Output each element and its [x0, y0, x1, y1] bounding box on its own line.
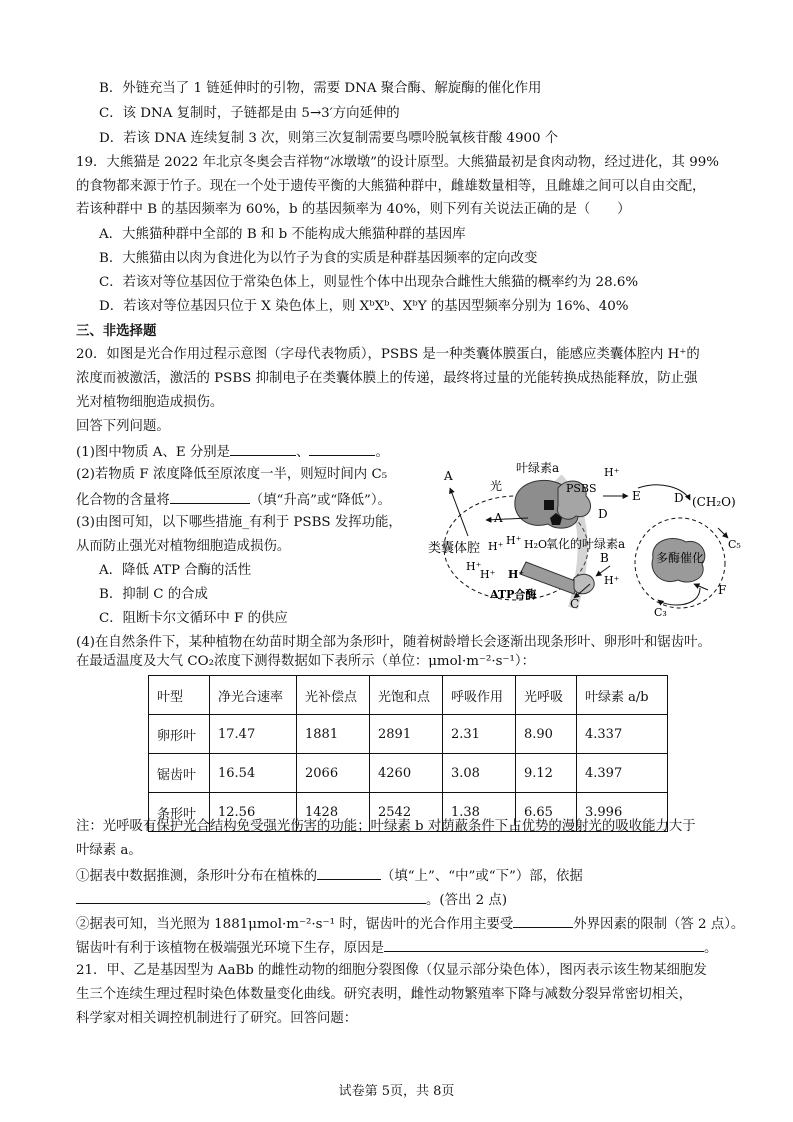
table-cell: 2.31: [443, 715, 516, 754]
q19-stem-1: 19．大熊猫是 2022 年北京冬奥会吉祥物“冰墩墩”的设计原型。大熊猫最初是食肉动物，经过进化，其 99%: [76, 155, 719, 170]
q18-option-d: D．若该 DNA 连续复制 3 次，则第三次复制需要鸟嘌呤脱氧核苷酸 4900 个: [99, 131, 559, 146]
q18-option-b: B．外链充当了 1 链延伸时的引物，需要 DNA 聚合酶、解旋酶的催化作用: [99, 81, 542, 96]
label-hplus-2: H⁺: [506, 534, 522, 547]
q20-part4-line1: (4)在自然条件下，某种植物在幼苗时期全部为条形叶，随着树龄增长会逐渐出现条形叶、卵形叶和锯齿叶。: [76, 635, 711, 650]
table-cell: 9.12: [516, 754, 577, 793]
q20-part1: [76, 441, 389, 463]
q20-part2-line2: [76, 489, 391, 511]
q19-option-b: B．大熊猫由以肉为食进化为以竹子为食的实质是种群基因频率的定向改变: [99, 251, 538, 266]
table-cell: 6.65: [516, 793, 577, 832]
q20-sub2-line1: [76, 913, 744, 935]
table-cell: 4.397: [577, 754, 668, 793]
label-hplus-top: H⁺: [604, 466, 620, 479]
label-c3: C₃: [654, 606, 667, 619]
label-atp-synthase: ATP合酶: [490, 588, 537, 601]
q20-part3-option-b: B．抑制 C 的合成: [99, 587, 208, 602]
table-row: [149, 715, 668, 754]
table-cell: 1428: [297, 793, 370, 832]
label-hplus-right: H⁺: [604, 574, 620, 587]
label-c: C: [570, 597, 580, 611]
q20-answer-prompt: 回答下列问题。: [76, 419, 170, 434]
table-cell: 3.996: [577, 793, 668, 832]
table-header: 光呼吸: [516, 676, 577, 715]
q20-sub2-line2: [76, 937, 717, 959]
table-cell: 2891: [370, 715, 443, 754]
answer-blank[interactable]: [76, 889, 426, 904]
reaction-center-square: [544, 500, 554, 510]
table-cell: 4.337: [577, 715, 668, 754]
label-hplus-4: H⁺: [480, 568, 496, 581]
answer-blank[interactable]: [230, 441, 296, 456]
table-cell: 3.08: [443, 754, 516, 793]
q18-option-c: C．该 DNA 复制时，子链都是由 5→3′方向延伸的: [99, 106, 400, 121]
q20-sub2-text: ②据表可知，当光照为 1881μmol·m⁻²·s⁻¹ 时，锯齿叶的光合作用主要受: [76, 917, 514, 932]
q20-sub1-end: （填“上”、“中”或“下”）部，依据: [381, 869, 583, 884]
q19-option-a: A．大熊猫种群中全部的 B 和 b 不能构成大熊猫种群的基因库: [99, 227, 466, 242]
page-footer: 试卷第 5页，共 8页: [338, 1084, 455, 1099]
table-header: 叶绿素 a/b: [577, 676, 668, 715]
table-row: [149, 754, 668, 793]
table-cell: 1.38: [443, 793, 516, 832]
atp-synthase-head: [574, 574, 594, 593]
table-cell: 1881: [297, 715, 370, 754]
label-f: F: [718, 583, 727, 597]
q20-sub1-line2: [76, 889, 507, 911]
q19-stem-2: 的食物都来源于竹子。现在一个处于遗传平衡的大熊猫种群中，雌雄数量相等，且雌雄之间可以自由交配，: [76, 179, 706, 194]
table-cell: 12.56: [210, 793, 297, 832]
label-b: B: [600, 551, 609, 565]
label-light: 光: [490, 479, 503, 493]
table-cell: 2542: [370, 793, 443, 832]
arrow-a: [450, 488, 468, 536]
q20-stem-2: 浓度而被激活，激活的 PSBS 抑制电子在类囊体膜上的传递，最终将过量的光能转换成热能释放，防止强: [76, 371, 698, 386]
q20-part3-option-c: C．阻断卡尔文循环中 F 的供应: [99, 611, 288, 626]
q20-sub2-line2-text: 锯齿叶有利于该植物在极端强光环境下生存，原因是: [76, 941, 384, 956]
table-header: 净光合速率: [210, 676, 297, 715]
label-chlorophyll: 叶绿素a: [516, 461, 560, 475]
q20-part2-line1: (2)若物质 F 浓度降低至原浓度一半，则短时间内 C₅: [76, 467, 388, 482]
arrow-f: [694, 584, 708, 590]
label-d-left: D: [598, 507, 608, 521]
arrow-c5: [718, 528, 728, 538]
label-hplus-1: H⁺: [488, 540, 504, 553]
table-cell: 2066: [297, 754, 370, 793]
q20-part2-text: 化合物的含量将: [76, 493, 170, 508]
table-header: 叶型: [149, 676, 210, 715]
q21-stem-2: 生三个连续生理过程时染色体数量变化曲线。研究表明，雌性动物繁殖率下降与减数分裂异常密切相关，: [76, 987, 692, 1002]
photosynthesis-diagram: [428, 458, 760, 628]
table-header: 光饱和点: [370, 676, 443, 715]
table-cell: 16.54: [210, 754, 297, 793]
q19-option-c: C．若该对等位基因位于常染色体上，则显性个体中出现杂合雌性大熊猫的概率约为 28.6%: [99, 275, 639, 290]
q20-part3-option-a: A．降低 ATP 合酶的活性: [99, 563, 252, 578]
q20-note-line2: 叶绿素 a。: [76, 843, 142, 858]
label-a: A: [494, 511, 503, 525]
table-header-row: [149, 676, 668, 715]
table-cell: 条形叶: [149, 793, 210, 832]
table-header: 呼吸作用: [443, 676, 516, 715]
label-hplus-3: H⁺: [466, 560, 482, 573]
arrow-c3: [658, 588, 700, 605]
table-cell: 4260: [370, 754, 443, 793]
label-ch2o: (CH₂O): [692, 495, 736, 509]
answer-blank[interactable]: [309, 441, 375, 456]
q21-stem-3: 科学家对相关调控机制进行了研究。回答问题：: [76, 1011, 358, 1026]
q20-part3-line2: 从而防止强光对植物细胞造成损伤。: [76, 539, 291, 554]
q19-stem-3: 若该种群中 B 的基因频率为 60%，b 的基因频率为 40%，则下列有关说法正确的是（ ）: [76, 202, 631, 217]
q20-part2-end: （填“升高”或“降低”）。: [249, 493, 391, 508]
q20-part1-end: 。: [375, 445, 389, 460]
table-cell: 17.47: [210, 715, 297, 754]
answer-blank[interactable]: [384, 937, 704, 952]
label-enzyme: 多酶催化: [656, 551, 705, 565]
q20-sub1-line2-end: 。(答出 2 点): [426, 893, 508, 908]
label-psbs: PSBS: [566, 482, 597, 495]
table-cell: 8.90: [516, 715, 577, 754]
label-lumen: 类囊体腔: [428, 541, 481, 556]
table-header: 光补偿点: [297, 676, 370, 715]
section-heading: 三、非选择题: [76, 323, 157, 339]
q20-part1-sep: 、: [296, 445, 310, 460]
q20-note-line1: 注：光呼吸有保护光合结构免受强光伤害的功能；叶绿素 b 对荫蔽条件下占优势的漫射光的吸收能力大于: [76, 819, 696, 834]
label-h2o: H₂O: [524, 538, 548, 551]
label-a-top: A: [444, 469, 453, 483]
answer-blank[interactable]: [170, 489, 250, 504]
q20-part4-line2: 在最适温度及大气 CO₂浓度下测得数据如下表所示（单位：μmol·m⁻²·s⁻¹）：: [76, 654, 536, 669]
leaf-data-table: [148, 675, 668, 832]
q20-part1-text: (1)图中物质 A、E 分别是: [76, 445, 231, 460]
table-cell: 卵形叶: [149, 715, 210, 754]
q20-sub1-line1: [76, 865, 583, 887]
label-hplus-5: H⁺: [508, 568, 525, 581]
label-d: D: [674, 491, 684, 505]
q20-sub1-text: ①据表中数据推测，条形叶分布在植株的: [76, 869, 318, 884]
answer-blank[interactable]: [513, 913, 573, 928]
q19-option-d: D．若该对等位基因只位于 X 染色体上，则 XᵇXᵇ、XᵇY 的基因型频率分别为 16%、40%: [99, 299, 629, 314]
label-c5: C₅: [728, 538, 741, 551]
q20-stem-1: 20．如图是光合作用过程示意图（字母代表物质），PSBS 是一种类囊体膜蛋白，能感应类囊体腔内 H⁺的: [76, 347, 700, 362]
q21-stem-1: 21．甲、乙是基因型为 AaBb 的雌性动物的细胞分裂图像（仅显示部分染色体），图丙表示该生物某细胞发: [76, 963, 707, 978]
answer-blank[interactable]: [317, 865, 381, 880]
label-oxidized: 氧化的叶绿素a: [546, 537, 626, 551]
q20-sub2-line2-end: 。: [703, 941, 718, 956]
label-e: E: [632, 489, 641, 503]
q20-stem-3: 光对植物细胞造成损伤。: [76, 395, 224, 410]
q20-part3-line1: (3)由图可知，以下哪些措施_有利于 PSBS 发挥功能，: [76, 515, 402, 530]
table-cell: 锯齿叶: [149, 754, 210, 793]
q20-sub2-end: 外界因素的限制（答 2 点）。: [573, 917, 745, 932]
